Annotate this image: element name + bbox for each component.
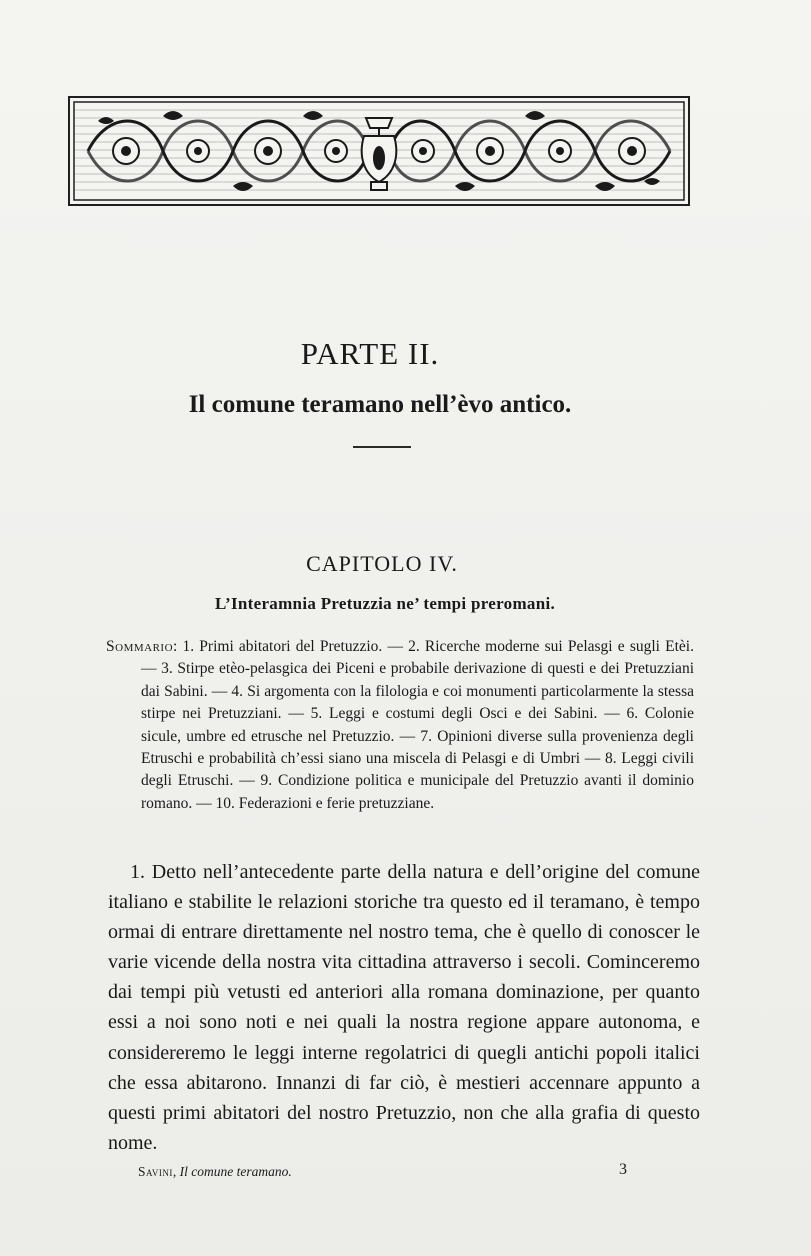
signature-number: 3 bbox=[619, 1161, 627, 1178]
footer-separator: , bbox=[172, 1164, 180, 1179]
chapter-subtitle: L’Interamnia Pretuzzia ne’ tempi preromani. bbox=[214, 594, 556, 613]
chapter-summary bbox=[106, 636, 694, 815]
section-divider bbox=[353, 446, 411, 448]
part-title: PARTE II. bbox=[300, 336, 440, 371]
chapter-title: CAPITOLO IV. bbox=[306, 551, 458, 576]
footer-author: Savini bbox=[138, 1164, 173, 1179]
footer-work-title: Il comune teramano. bbox=[179, 1164, 292, 1179]
summary-label: Sommario bbox=[106, 638, 174, 655]
part-subtitle: Il comune teramano nell’èvo antico. bbox=[188, 391, 572, 418]
summary-text: : 1. Primi abitatori del Pretuzzio. — 2. Ricerche moderne sui Pelasgi e sugli Etèi. — 3. Stirpe etèo-pelasgica dei Piceni e probabile derivazione di questi e dei Pretuzziani dai Sabini. — 4. Si argomenta con la filologia e coi monumenti particolarmente la stessa stirpe nei Pretuzziani. — 5. Leggi e costumi degli Osci e dei Sabini. — 6. Colonie sicule, umbre ed etrusche nel Pretuzzio. — 7. Opinioni diverse sulla provenienza degli Etruschi e probabilità ch’essi siano una miscela di Pelasgi e di Umbri — 8. Leggi civili degli Etruschi. — 9. Condizione politica e municipale del Pretuzzio avanti il dominio romano. — 10. Federazioni e ferie pretuzziane. bbox=[141, 638, 694, 812]
floral-ornament-band bbox=[68, 96, 690, 206]
running-footer bbox=[138, 1162, 292, 1182]
body-paragraph: 1. Detto nell’antecedente parte della natura e dell’origine del comune italiano e stabilite le relazioni storiche tra questo ed il teramano, è tempo ormai di entrare direttamente nel nostro tema, che è quello di conoscer le varie vicende della nostra vita cittadina attraverso i secoli. Cominceremo dai tempi più vetusti ed anteriori alla romana dominazione, per quanto essi a noi sono noti e nei quali la nostra regione appare autonoma, e considereremo le leggi interne regolatrici di quegli antichi popoli italici che essa abitarono. Innanzi di far ciò, è mestieri accennare appunto a questi primi abitatori del nostro Pretuzzio, non che alla grafia di questo nome. bbox=[108, 861, 700, 1154]
